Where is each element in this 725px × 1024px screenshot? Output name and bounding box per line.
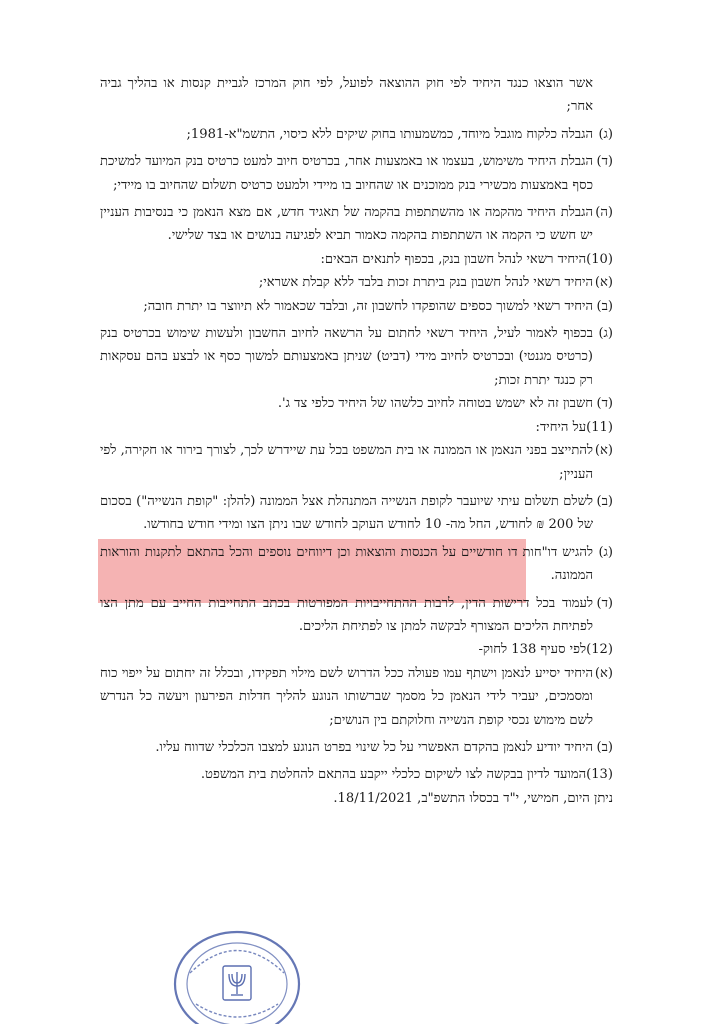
clause-label: (ג)	[598, 544, 613, 560]
section-text: המועד לדיון בבקשה לצו לשיקום כלכלי ייקבע בהתאם להחלטת בית המשפט.	[200, 767, 587, 783]
section-12	[100, 638, 613, 661]
clause-text: היחיד רשאי לנהל חשבון בנק ביתרת זכות בלבד ללא קבלת אשראי;	[258, 275, 593, 291]
clause-label: (ד)	[596, 595, 613, 611]
clause-10b	[100, 295, 613, 318]
given-date-line: ניתן היום, חמישי, י"ד בכסלו התשפ"ב, 18/11/2021.	[333, 790, 613, 806]
section-text: לפי סעיף 138 לחוק-	[478, 642, 587, 658]
clause-text: להגיש דו"חות דו חודשיים על הכנסות והוצאות וכן דיווחים נוספים והכל בהתאם לתקנות והוראות הממונה.	[100, 544, 593, 584]
section-text: היחיד רשאי לנהל חשבון בנק, בכפוף לתנאים הבאים:	[320, 251, 587, 267]
section-number: (13)	[586, 767, 613, 783]
clause-9d	[100, 150, 613, 197]
menorah-emblem-icon	[223, 966, 251, 1000]
clause-label: (ה)	[595, 205, 613, 221]
clause-10a	[100, 271, 613, 294]
section-11	[100, 416, 613, 439]
clause-text: בכפוף לאמור לעיל, היחיד רשאי לחתום על הרשאה לחיוב החשבון ולעשות שימוש בכרטיס בנק (כרטיס מגנטי) ובכרטיס לחיוב מידי (דביט) שניתן באמצעותם למשוך כסף או לבצע בהם עסקאות רק כנגד יתרת זכות;	[100, 326, 593, 388]
clause-text: חשבון זה לא ישמש בטוחה לחיוב כלשהו של היחיד כלפי צד ג'.	[277, 396, 593, 412]
clause-text: הגבלת היחיד משימוש, בעצמו או באמצעות אחר, בכרטיס חיוב למעט כרטיס בנק המיועד למשיכת כסף באמצעות מכשירי בנק ממוכנים או שהחיוב בו מיידי ולמעט כרטיס תשלום שהחיוב בו מיידי;	[100, 154, 593, 193]
paragraph-intro: אשר הוצאו כנגד היחיד לפי חוק ההוצאה לפועל, לפי חוק המרכז לגביית קנסות או בהליך גביה אחר;	[100, 76, 593, 115]
section-number: (12)	[586, 642, 613, 658]
clause-label: (א)	[594, 275, 613, 291]
clause-text: הגבלת היחיד מהקמה או מהשתתפות בהקמה של תאגיד חדש, אם מצא הנאמן כי בנסיבות העניין יש חשש כי הקמה או השתתפות בהקמה כאמור תביא לפגיעה בנושים או בצד שלישי.	[100, 205, 593, 244]
clause-text: להתייצב בפני הנאמן או הממונה או בית המשפט בכל עת שיידרש לכך, לצורך בירור או חקירה, לפי העניין;	[100, 443, 593, 482]
clause-9g	[100, 123, 613, 146]
clause-label: (ד)	[596, 396, 613, 412]
clause-text: היחיד יסייע לנאמן וישתף עמו פעולה ככל הדרוש לשם מילוי תפקידו, ובכלל זה יחתום על ייפוי כוח ומסמכים, יעביר לידי הנאמן כל מסמך שברשותו הנוגע להליך חדלות הפירעון ויעשה כל הנדרש לשם מימוש נכסי קופת הנשייה וחלוקתם בין הנושים;	[100, 665, 593, 728]
clause-9h	[100, 201, 613, 248]
clause-12b	[100, 736, 613, 759]
clause-11g	[100, 541, 613, 588]
clause-label: (ב)	[596, 739, 613, 755]
court-order-text	[100, 72, 613, 810]
section-13	[100, 763, 613, 786]
section-text: על היחיד:	[535, 419, 587, 435]
clause-label: (ב)	[596, 493, 613, 509]
section-10	[100, 248, 613, 271]
clause-11b	[100, 490, 613, 537]
clause-11a	[100, 439, 613, 486]
clause-text: הגבלה כלקוח מוגבל מיוחד, כמשמעותו בחוק שיקים ללא כיסוי, התשמ"א-1981;	[186, 126, 593, 142]
clause-label: (ג)	[598, 126, 613, 142]
clause-label: (ד)	[596, 154, 613, 170]
clause-10g	[100, 322, 613, 392]
clause-label: (א)	[594, 443, 613, 459]
clause-12a	[100, 662, 613, 732]
clause-10d	[100, 392, 613, 415]
section-number: (10)	[586, 251, 613, 267]
clause-text: היחיד יודיע לנאמן בהקדם האפשרי על כל שינוי בפרט הנוגע למצבו הכלכלי שדווח עליו.	[155, 739, 593, 755]
court-seal-stamp	[168, 918, 306, 1024]
clause-11d	[100, 592, 613, 639]
clause-label: (ב)	[596, 298, 613, 314]
clause-label: (א)	[594, 665, 613, 681]
clause-text: לשלם תשלום עיתי שיועבר לקופת הנשייה המתנהלת אצל הממונה (להלן: "קופת הנשייה") בסכום של 200 ₪ לחודש, החל מה- 10 לחודש העוקב לחודש שבו ניתן הצו ומידי חודש בחודשו.	[100, 493, 593, 533]
clause-label: (ג)	[598, 326, 613, 342]
section-number: (11)	[586, 419, 613, 435]
clause-text: היחיד רשאי למשוך כספים שהופקדו לחשבון זה, ובלבד שכאמור לא תיווצר בו יתרת חובה;	[143, 298, 593, 314]
clause-text: לעמוד בכל דרישות הדין, לרבות ההתחייבויות המפורטות בכתב התחייבות החייב עם מתן הצו לפתיחת הליכים המצורף לבקשה למתן צו לפתיחת הליכים.	[100, 595, 593, 634]
